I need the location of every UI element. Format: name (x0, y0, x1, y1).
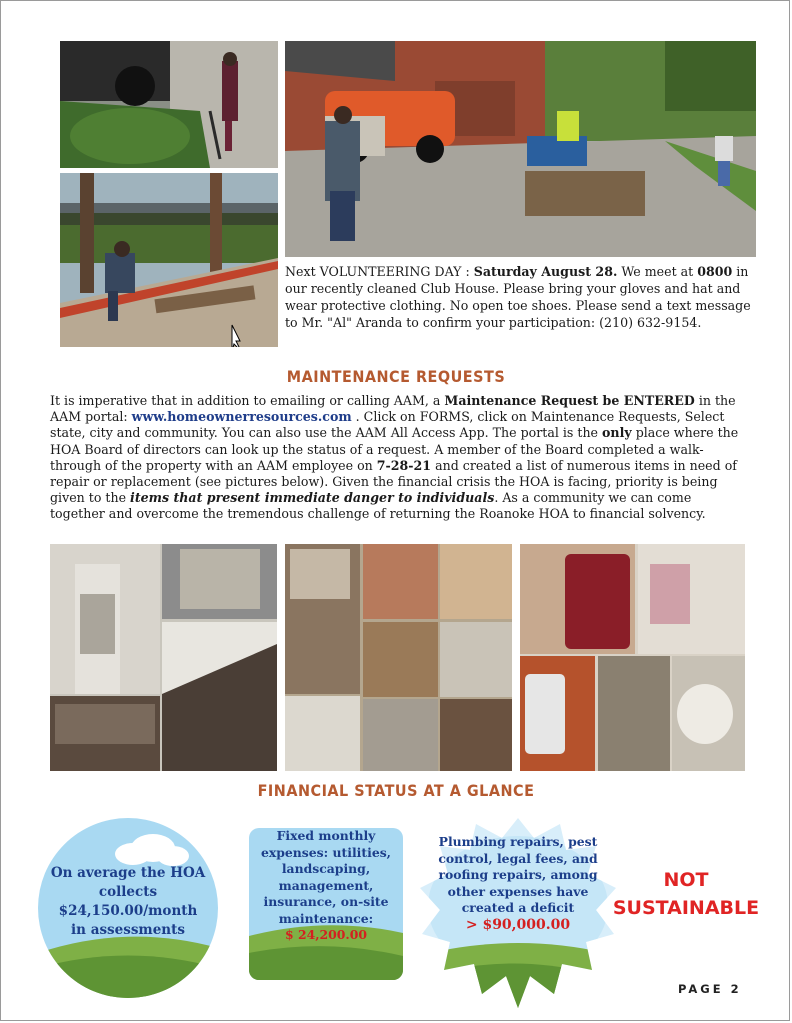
volunteer-photo-raking (60, 41, 278, 168)
repair-photo-collage-wood (285, 544, 512, 771)
financial-status-heading: FINANCIAL STATUS AT A GLANCE (257, 781, 535, 800)
maintenance-request-emphasis: Maintenance Request be ENTERED (444, 393, 695, 408)
volunteer-intro: Next VOLUNTEERING DAY : (285, 264, 474, 279)
monthly-collections-circle (38, 818, 218, 998)
fixed-expenses-card (249, 828, 403, 980)
repair-photo-collage-supplies (520, 544, 745, 771)
deficit-amount: > $90,000.00 (465, 916, 571, 933)
fixed-expenses-text (255, 828, 397, 944)
volunteer-meet-text: We meet at (617, 264, 698, 279)
not-sustainable-line1: NOT (663, 869, 709, 891)
priority-emphasis: items that present immediate danger to individuals (130, 490, 495, 506)
maintenance-text-6: . As a community we can come together and overcome the tremendous challenge of returning the Roanoke HOA to financial solvency. (50, 490, 706, 522)
maintenance-text-4: place where the HOA Board of directors can look up the status of a request. A member of the Board completed a walk-through of the property with an AAM employee on (50, 425, 739, 473)
not-sustainable-callout (606, 866, 766, 922)
walkthrough-date: 7-28-21 (376, 457, 432, 473)
volunteer-photo-group (285, 41, 756, 257)
fixed-expenses-amount: $ 24,200.00 (285, 927, 367, 942)
maintenance-paragraph (50, 393, 750, 523)
volunteer-details: in our recently cleaned Club House. Please bring your gloves and hat and wear protective clothing. No open toe shoes. Please send a text message to Mr. "Al" Aranda to confirm your participation: (210) 632-9154. (285, 264, 751, 330)
page-number: PAGE 2 (678, 982, 742, 996)
fixed-expenses-label: Fixed monthly expenses: utilities, landscaping, management, insurance, on-site maintenance: (260, 828, 391, 926)
maintenance-only-emphasis: only (602, 425, 632, 441)
volunteer-photo-chainsaw (60, 173, 278, 347)
maintenance-requests-heading: MAINTENANCE REQUESTS (286, 367, 506, 386)
volunteer-announcement (285, 263, 757, 331)
repair-photo-collage-siding (50, 544, 277, 771)
volunteer-date: Saturday August 28. (473, 264, 618, 279)
deficit-burst (420, 818, 616, 1008)
deficit-label: Plumbing repairs, pest control, legal fees, and roofing repairs, among other expenses have created a deficit (438, 834, 598, 915)
monthly-collections-text: On average the HOA collects $24,150.00/month in assessments (50, 865, 206, 938)
maintenance-text-2: in the AAM portal: (50, 393, 736, 425)
maintenance-text-3: . Click on FORMS, click on Maintenance Requests, Select state, city and community. You can also use the AAM All Access App. The portal is the (50, 409, 725, 441)
not-sustainable-line2: SUSTAINABLE (612, 897, 760, 919)
maintenance-text-5: and created a list of numerous items in need of repair or replacement (see pictures below). Given the financial crisis the HOA is facing, priority is being given to the (50, 457, 737, 506)
volunteer-time: 0800 (697, 264, 733, 279)
aam-portal-link[interactable]: www.homeownerresources.com (131, 409, 352, 425)
deficit-text (434, 834, 602, 933)
maintenance-text-1: It is imperative that in addition to emailing or calling AAM, a (50, 393, 445, 408)
